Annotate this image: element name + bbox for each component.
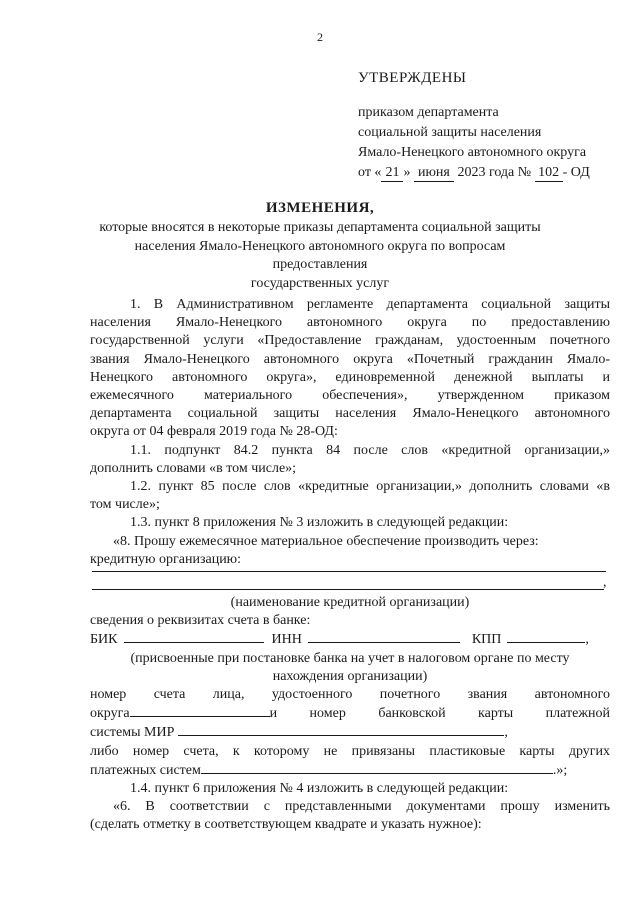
para1-line: Ненецкого автономного округа», единовременной денежной выплаты и <box>90 369 610 385</box>
inn-blank <box>308 630 460 643</box>
item-1-1-line-2: дополнить словами «в том числе»; <box>90 460 297 476</box>
item-1-4: 1.4. пункт 6 приложения № 4 изложить в следующей редакции: <box>130 781 509 797</box>
approval-block <box>358 103 628 183</box>
okrug-label: округа <box>90 706 130 722</box>
para1-line: ежемесячного материального обеспечения», утвержденном приказом <box>90 388 610 404</box>
mir-row <box>90 723 610 742</box>
item-1-1-line-1: 1.1. подпункт 84.2 пункта 84 после слов «кредитной организации,» <box>130 442 610 458</box>
assigned-caption-2: нахождения организации) <box>272 668 428 684</box>
bank-name-blank-2 <box>92 589 604 590</box>
alt-account-line: либо номер счета, к которому не привязаны пластиковые карты других <box>90 743 610 759</box>
okrug-row <box>90 704 610 723</box>
approval-line-2: социальной защиты населения <box>358 125 542 140</box>
approval-line-3: Ямало-Ненецкого автономного округа <box>358 145 587 160</box>
account-line: номер счета лица, удостоенного почетного звания автономного <box>90 687 610 703</box>
approval-date-line <box>358 163 628 183</box>
inn-label: ИНН <box>271 632 302 648</box>
para1-line: округа от 04 февраля 2019 года № 28-ОД: <box>90 424 338 440</box>
form8-details <box>90 594 610 835</box>
kpp-blank <box>507 630 585 643</box>
systems-label: платежных систем <box>90 762 201 778</box>
page-number: 2 <box>317 30 323 44</box>
item-1-2-line-1: 1.2. пункт 85 после слов «кредитные организации,» дополнить словами «в <box>130 479 610 495</box>
form6-line-2: (сделать отметку в соответствующем квадрате и указать нужное): <box>90 817 482 833</box>
order-number-suffix: - ОД <box>562 165 590 180</box>
mir-label: системы МИР <box>90 725 175 741</box>
card-text: и номер банковской карты платежной <box>269 706 610 722</box>
approval-line-1: приказом департамента <box>358 105 499 120</box>
document-subheading <box>90 219 550 293</box>
bik-blank <box>124 630 264 643</box>
subheading-line-3: государственных услуг <box>250 275 390 291</box>
kpp-comma: , <box>585 632 589 648</box>
para1-line: населения Ямало-Ненецкого автономного округа по предоставлению <box>90 315 610 331</box>
bank-name-caption: (наименование кредитной организации) <box>230 595 470 610</box>
date-prefix: от « <box>358 165 382 180</box>
item-1-3: 1.3. пункт 8 приложения № 3 изложить в следующей редакции: <box>130 515 509 531</box>
order-number: 102 <box>535 165 563 182</box>
systems-blank <box>201 761 553 774</box>
document-heading: ИЗМЕНЕНИЯ, <box>265 200 375 216</box>
bank-name-blank-1 <box>92 571 606 572</box>
para1-line: департамента социальной защиты населения Ямало-Ненецкого автономного <box>90 406 610 422</box>
date-mid: » <box>403 165 411 180</box>
form8-line-1: «8. Прошу ежемесячное материальное обеспечение производить через: <box>113 533 539 549</box>
bik-label: БИК <box>90 632 118 648</box>
form8-line-2: кредитную организацию: <box>90 551 242 567</box>
okrug-blank <box>130 704 270 717</box>
para1-line: 1. В Административном регламенте департамента социальной защиты <box>130 297 610 312</box>
subheading-line-1: которые вносятся в некоторые приказы департамента социальной защиты <box>99 220 541 235</box>
requisites-label: сведения о реквизитах счета в банке: <box>90 613 311 629</box>
systems-row <box>90 761 610 780</box>
mir-comma: , <box>504 725 508 741</box>
kpp-label: КПП <box>471 632 502 648</box>
paragraph-1 <box>90 296 610 569</box>
form6-line-1: «6. В соответствии с представленными документами прошу изменить <box>113 799 610 815</box>
date-month: июня <box>414 165 454 182</box>
date-day: 21 <box>381 165 403 182</box>
item-1-2-line-2: том числе»; <box>90 497 160 513</box>
bik-inn-kpp-row <box>90 630 610 649</box>
assigned-caption-1: (присвоенные при постановке банка на учет в налоговом органе по месту <box>130 650 570 666</box>
para1-line: государственной услуги «Предоставление гражданам, удостоенным почетного <box>90 333 610 349</box>
bank-name-comma: , <box>603 575 607 590</box>
subheading-line-2: населения Ямало-Ненецкого автономного округа по вопросам предоставления <box>134 238 506 272</box>
date-year: 2023 года № <box>457 165 532 180</box>
mir-blank <box>178 723 504 736</box>
systems-end: .»; <box>552 762 568 778</box>
para1-line: звания Ямало-Ненецкого автономного округа «Почетный гражданин Ямало- <box>90 351 610 367</box>
approval-title: УТВЕРЖДЕНЫ <box>358 70 467 86</box>
